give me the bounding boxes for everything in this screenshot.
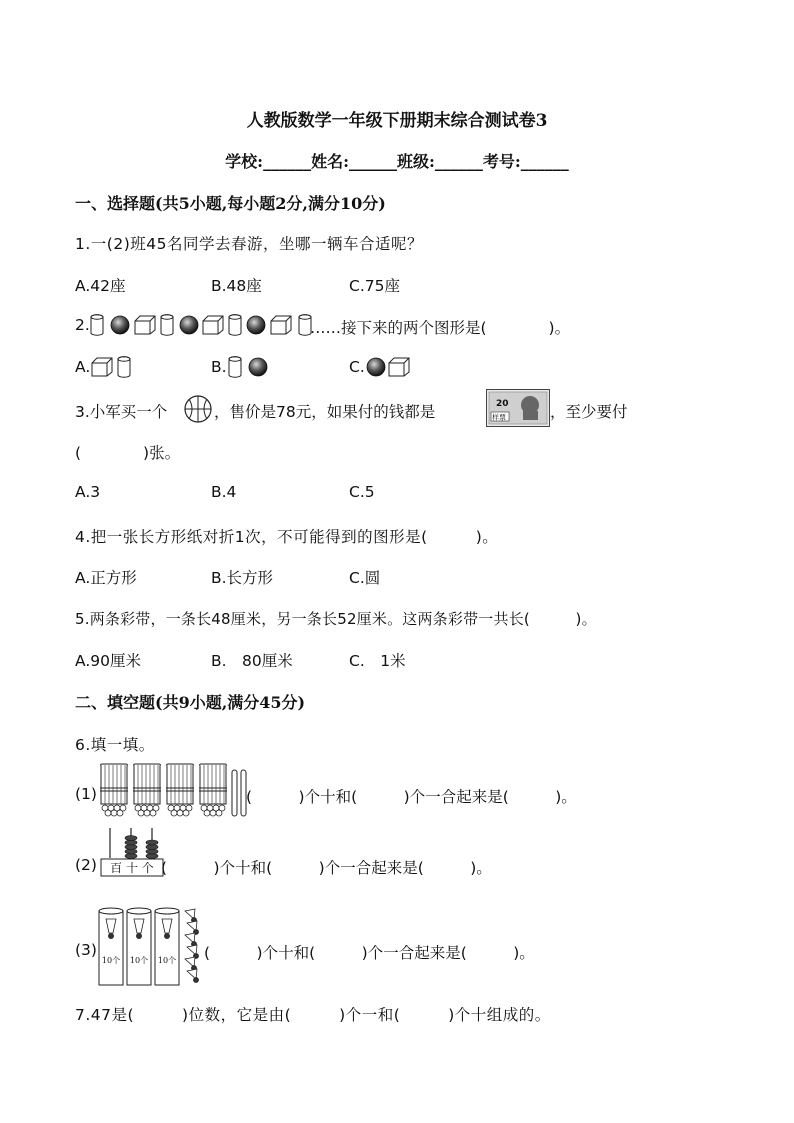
option-a-shapes [91,355,133,379]
page-title: 人教版数学一年级下册期末综合测试卷3 [246,111,548,131]
shape-sequence [90,313,325,337]
cylinder-icon [229,315,241,335]
option-a-label: A. [75,358,91,376]
part-1-text: ( )个十和( )个一合起来是( )。 [246,788,577,806]
question-1-option-b[interactable]: B.48座 [211,277,262,295]
cylinder-icon [229,357,241,377]
option-c-label: C. [349,358,365,376]
question-3-option-a[interactable]: A.3 [75,483,101,501]
option-c-shapes [366,355,412,379]
question-5-option-a[interactable]: A.90厘米 [75,652,141,670]
cube-icon [271,316,291,334]
single-stick-icon [232,770,237,816]
question-4-option-c[interactable]: C.圆 [349,569,381,587]
part-1-label: (1) [75,785,97,803]
question-2-option-c[interactable] [349,358,365,376]
cylinder-icon [161,315,173,335]
bundle-of-ten-icon [133,764,161,816]
part-3-label: (3) [75,941,97,959]
cube-icon [92,358,112,376]
tube-label: 10个 [129,956,149,965]
question-3-option-c[interactable]: C.5 [349,483,375,501]
abacus-icon [100,826,166,878]
question-4-option-b[interactable]: B.长方形 [211,569,274,587]
question-7-text: 7.47是( )位数，它是由( )个一和( )个十组成的。 [75,1006,551,1024]
banknote-icon [486,389,550,427]
question-2-number: 2. [75,316,90,334]
question-2-text: ……接下来的两个图形是( )。 [310,319,571,337]
basketball-icon [183,394,213,424]
section-2-heading: 二、填空题(共9小题,满分45分) [75,693,306,712]
cube-icon [203,316,223,334]
question-3-text-part3: ，至少要付 [550,403,628,421]
question-4-option-a[interactable]: A.正方形 [75,569,137,587]
bundle-of-ten-icon [166,764,194,816]
abacus-label: 百 十 个 [110,861,154,875]
banknote-value: 20 [496,399,509,409]
question-5-option-b[interactable]: B. 80厘米 [211,652,293,670]
banknote-mark: 样票 [492,413,506,422]
shuttlecock-tubes-icon [97,905,209,989]
tube-label: 10个 [101,956,121,965]
sphere-icon [180,316,198,334]
question-1-option-a[interactable]: A.42座 [75,277,126,295]
part-3-text: ( )个十和( )个一合起来是( )。 [204,944,535,962]
cylinder-icon [91,315,103,335]
shuttlecock-tube-icon [99,908,123,985]
question-4-text: 4.把一张长方形纸对折1次，不可能得到的图形是( )。 [75,528,499,546]
question-3-text-part4: ( )张。 [75,444,181,462]
loose-shuttlecocks-icon [185,909,199,983]
option-b-shapes [228,355,270,379]
question-3-text-part2: ，售价是78元，如果付的钱都是 [214,403,436,421]
question-6-text: 6.填一填。 [75,736,155,754]
shuttlecock-tube-icon [155,908,179,985]
student-info-line[interactable]: 学校:______姓名:______班级:______考号:______ [225,152,569,171]
stick-bundles-icon [98,762,250,820]
question-2-option-a[interactable] [75,358,90,376]
sphere-icon [111,316,129,334]
sphere-icon [249,358,267,376]
question-3-option-b[interactable]: B.4 [211,483,237,501]
question-2-option-b[interactable] [211,358,227,376]
question-5-text: 5.两条彩带，一条长48厘米，另一条长52厘米。这两条彩带一共长( )。 [75,610,597,628]
option-b-label: B. [211,358,227,376]
cube-icon [135,316,155,334]
sphere-icon [247,316,265,334]
question-5-option-c[interactable]: C. 1米 [349,652,406,670]
shuttlecock-tube-icon [127,908,151,985]
bundle-of-ten-icon [100,764,128,816]
question-1-text: 1.一(2)班45名同学去春游，坐哪一辆车合适呢？ [75,235,423,253]
bundle-of-ten-icon [199,764,227,816]
tube-label: 10个 [157,956,177,965]
part-2-label: (2) [75,856,97,874]
question-3-text-part1: 3.小军买一个 [75,403,168,421]
question-1-option-c[interactable]: C.75座 [349,277,400,295]
part-2-text: ( )个十和( )个一合起来是( )。 [161,859,492,877]
cube-icon [389,358,409,376]
section-1-heading: 一、选择题(共5小题,每小题2分,满分10分) [75,194,386,213]
cylinder-icon [118,357,130,377]
sphere-icon [367,358,385,376]
